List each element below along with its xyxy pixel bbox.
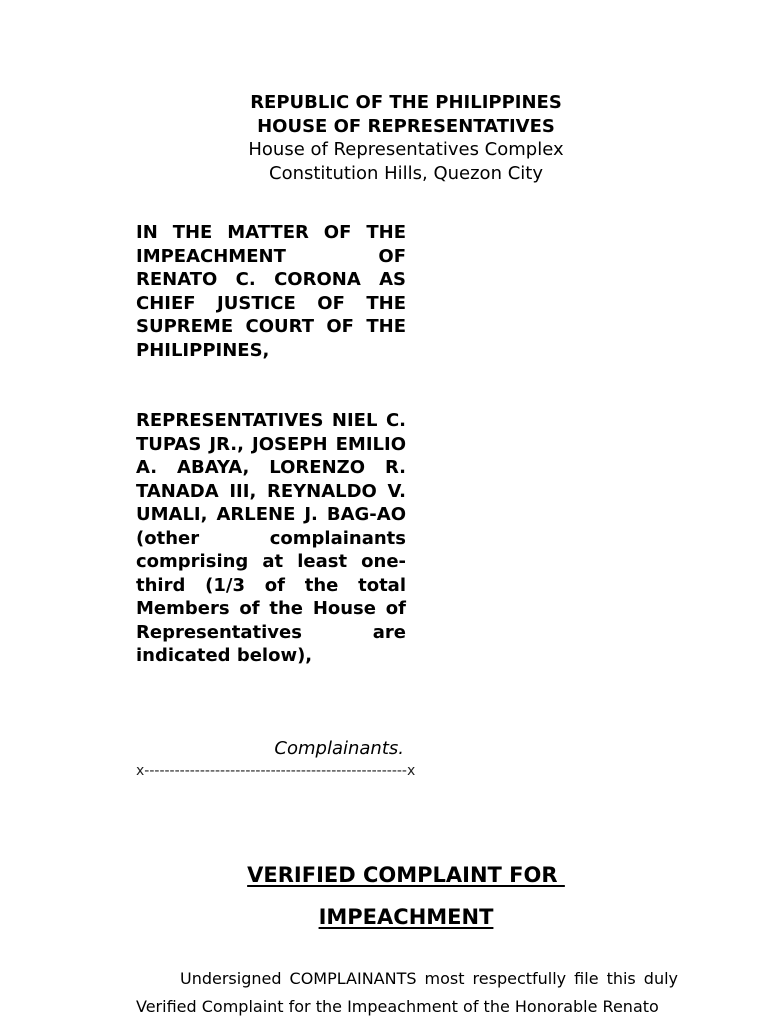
header-republic: REPUBLIC OF THE PHILIPPINES (250, 92, 562, 113)
caption-role: Complainants. (274, 738, 404, 759)
header-complex: House of Representatives Complex (248, 139, 564, 160)
title-line-2: IMPEACHMENT (318, 905, 494, 929)
document-header (136, 91, 676, 185)
title-line-1: VERIFIED COMPLAINT FOR (247, 863, 565, 887)
caption-parties: REPRESENTATIVES NIEL C. TUPAS JR., JOSEPH EMILIO A. ABAYA, LORENZO R. TANADA III, REYNALDO V. UMALI, ARLENE J. BAG-AO (other complainants comprising at least one-third (1/3 of the total Members of the House of Representatives are indicated below), (136, 410, 406, 666)
caption-separator: x----------------------------------------------------x (136, 763, 416, 779)
header-house: HOUSE OF REPRESENTATIVES (257, 115, 555, 137)
document-title (136, 854, 676, 938)
body-paragraph: Undersigned COMPLAINANTS most respectfully file this duly Verified Complaint for the Impeachment of the Honorable Renato (136, 969, 678, 1016)
header-address: Constitution Hills, Quezon City (269, 162, 543, 184)
caption-matter: IN THE MATTER OF THE IMPEACHMENT OF RENATO C. CORONA AS CHIEF JUSTICE OF THE SUPREME COURT OF THE PHILIPPINES, (136, 222, 406, 361)
